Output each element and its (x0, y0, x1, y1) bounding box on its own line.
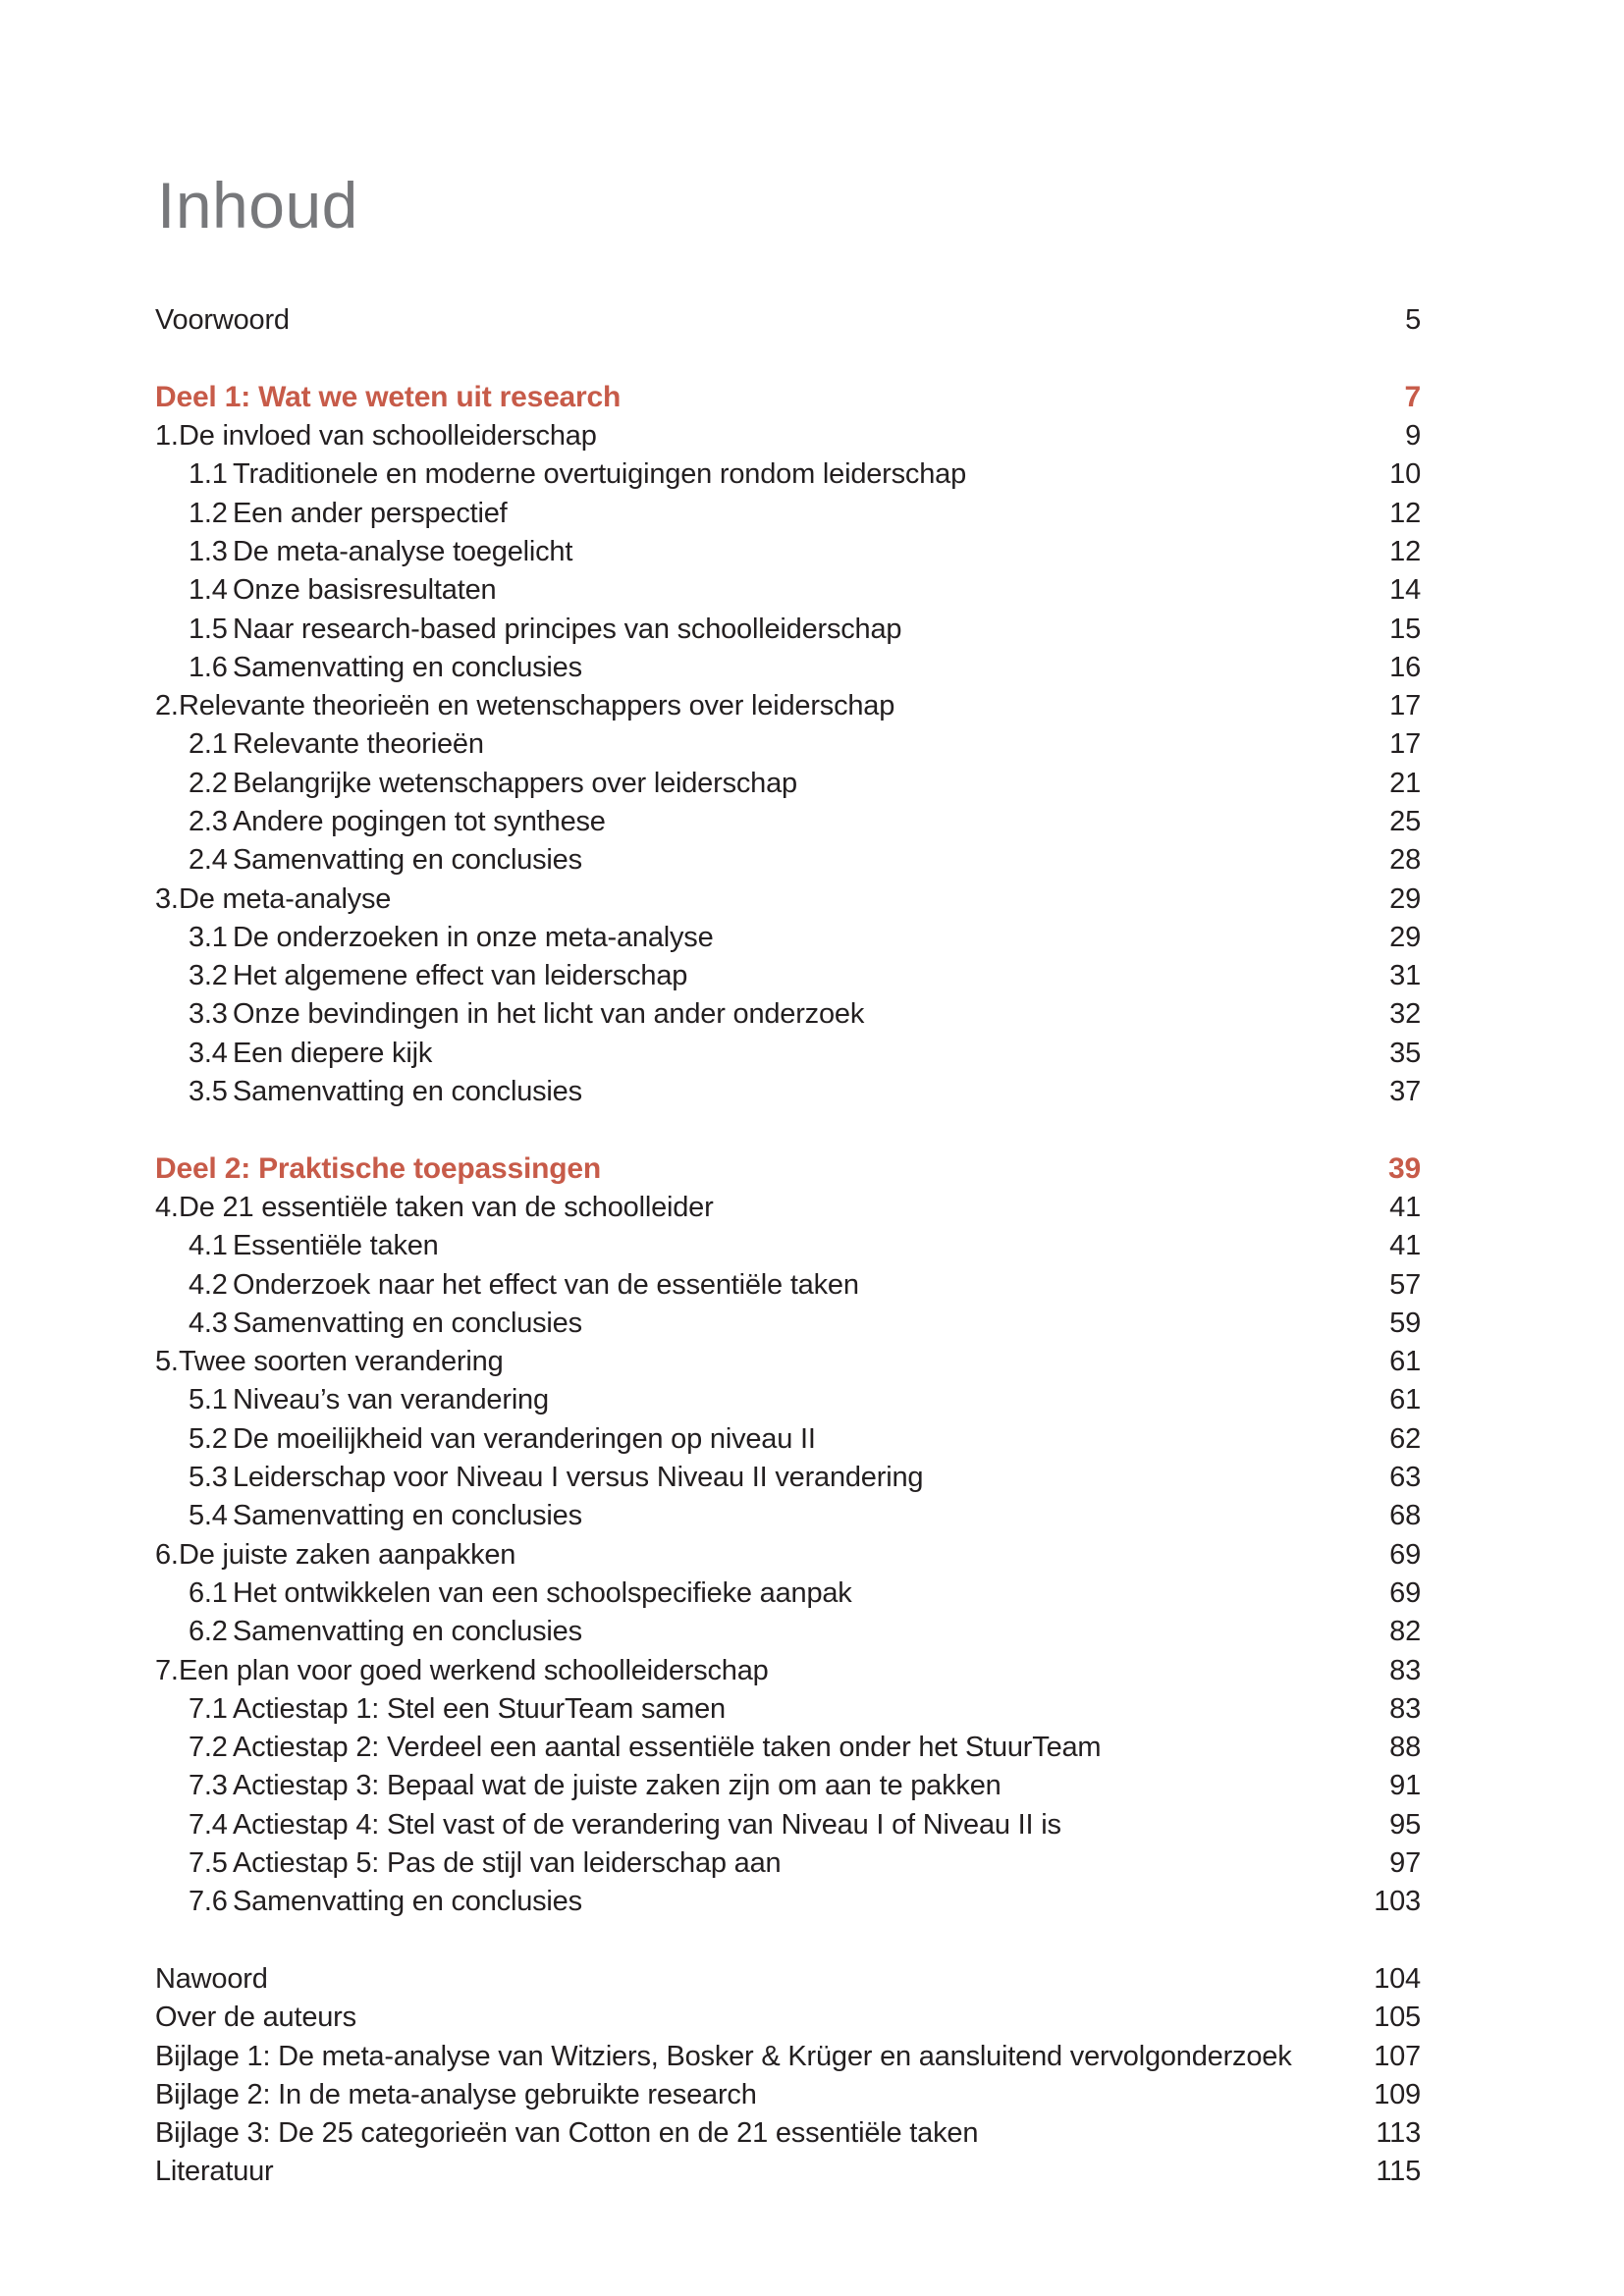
toc-entry-number: 2. (155, 690, 179, 722)
toc-entry-label: Een ander perspectief (233, 497, 508, 529)
toc-entry-page: 105 (1374, 2002, 1421, 2034)
toc-entry-number: 1.4 (189, 574, 228, 607)
toc-row (155, 1536, 1421, 1575)
toc-row (155, 919, 1421, 957)
toc-row (155, 1305, 1421, 1343)
toc-entry-page: 69 (1389, 1576, 1421, 1609)
toc-entry-label-group (189, 1423, 1378, 1456)
toc-entry-label: Het ontwikkelen van een schoolspecifieke aanpak (233, 1576, 852, 1609)
toc-entry-label: Nawoord (155, 1962, 268, 1995)
page-title: Inhoud (157, 169, 358, 241)
toc-entry-label: Deel 2: Praktische toepassingen (155, 1152, 601, 1186)
toc-entry-page: 17 (1389, 690, 1421, 722)
toc-entry-label-group (189, 1500, 1378, 1532)
toc-entry-label-group (189, 998, 1378, 1031)
toc-entry-label-group (155, 1152, 1377, 1186)
toc-entry-label-group (155, 420, 1393, 453)
toc-row (155, 1035, 1421, 1073)
toc-row (155, 1497, 1421, 1535)
toc-entry-number: 4.2 (189, 1268, 228, 1301)
toc-row (155, 1883, 1421, 1921)
toc-row (155, 1651, 1421, 1689)
toc-entry-page: 29 (1389, 882, 1421, 915)
toc-entry-number: 7.5 (189, 1847, 228, 1880)
toc-entry-page: 35 (1389, 1037, 1421, 1069)
toc-entry-label: Naar research-based principes van schoolleiderschap (233, 613, 902, 645)
toc-row (155, 2076, 1421, 2114)
toc-entry-label-group (189, 1809, 1378, 1842)
toc-entry-label-group (155, 690, 1378, 722)
toc-entry-label: Actiestap 5: Pas de stijl van leiderschap aan (233, 1847, 782, 1880)
toc-entry-page: 113 (1376, 2117, 1421, 2150)
toc-entry-label-group (189, 614, 1378, 646)
toc-row (155, 1613, 1421, 1651)
toc-entry-label-group (155, 1655, 1378, 1687)
toc-entry-page: 41 (1389, 1191, 1421, 1223)
toc-row (155, 1575, 1421, 1613)
toc-entry-number: 5.1 (189, 1384, 228, 1416)
toc-entry-number: 1.1 (189, 458, 228, 491)
toc-entry-label: De meta-analyse (179, 882, 392, 915)
toc-entry-page: 63 (1389, 1462, 1421, 1494)
toc-entry-label-group (189, 1732, 1378, 1764)
toc-entry-page: 21 (1389, 767, 1421, 799)
toc-entry-page: 16 (1389, 651, 1421, 683)
toc-gap (155, 1921, 1421, 1959)
toc-row (155, 1806, 1421, 1844)
toc-entry-number: 3.5 (189, 1076, 228, 1108)
toc-entry-number: 7.4 (189, 1808, 228, 1841)
toc-entry-page: 103 (1374, 1886, 1421, 1918)
toc-entry-page: 25 (1389, 806, 1421, 837)
toc-row (155, 1729, 1421, 1767)
toc-entry-page: 29 (1389, 921, 1421, 953)
toc-entry-number: 5. (155, 1346, 179, 1378)
toc-entry-label-group (189, 1616, 1378, 1648)
toc-entry-number: 3.2 (189, 960, 228, 992)
toc-entry-page: 31 (1389, 960, 1421, 992)
toc-list (155, 301, 1421, 2192)
toc-row (155, 957, 1421, 995)
toc-entry-label-group (155, 2156, 1364, 2188)
toc-entry-label: Voorwoord (155, 304, 290, 337)
toc-entry-label: Samenvatting en conclusies (233, 1307, 582, 1339)
toc-entry-label-group (155, 381, 1393, 414)
toc-entry-page: 82 (1389, 1616, 1421, 1648)
toc-entry-label-group (189, 1269, 1378, 1302)
toc-entry-label-group (189, 1308, 1378, 1340)
toc-entry-label-group (189, 728, 1378, 761)
toc-entry-label-group (155, 883, 1378, 916)
toc-entry-number: 3. (155, 882, 179, 915)
toc-entry-number: 6. (155, 1538, 179, 1571)
toc-entry-label-group (189, 806, 1378, 838)
toc-entry-number: 4. (155, 1191, 179, 1223)
toc-entry-label: Bijlage 1: De meta-analyse van Witziers, Bosker & Krüger en aansluitend vervolgonderzoek (155, 2040, 1292, 2072)
toc-entry-number: 3.3 (189, 998, 228, 1031)
toc-entry-page: 107 (1374, 2040, 1421, 2072)
toc-entry-page: 88 (1389, 1732, 1421, 1764)
toc-row (155, 301, 1421, 340)
toc-entry-number: 4.1 (189, 1230, 228, 1262)
toc-entry-label-group (189, 768, 1378, 800)
toc-entry-label-group (189, 1847, 1378, 1880)
toc-entry-page: 59 (1389, 1307, 1421, 1339)
toc-entry-page: 83 (1389, 1692, 1421, 1725)
toc-row (155, 2037, 1421, 2075)
toc-entry-label-group (155, 1346, 1378, 1378)
toc-entry-page: 12 (1389, 535, 1421, 567)
toc-entry-number: 4.3 (189, 1307, 228, 1339)
toc-row (155, 610, 1421, 648)
toc-entry-label-group (155, 2079, 1362, 2111)
toc-entry-label: Bijlage 3: De 25 categorieën van Cotton en de 21 essentiële taken (155, 2117, 979, 2150)
toc-entry-number: 2.3 (189, 806, 228, 837)
toc-entry-label: Twee soorten verandering (179, 1346, 504, 1378)
toc-entry-label: Deel 1: Wat we weten uit research (155, 381, 622, 414)
toc-entry-label-group (189, 844, 1378, 877)
toc-entry-page: 12 (1389, 497, 1421, 529)
toc-entry-page: 61 (1389, 1346, 1421, 1378)
toc-entry-label-group (189, 1462, 1378, 1494)
toc-entry-number: 7.1 (189, 1692, 228, 1725)
toc-entry-label: Het algemene effect van leiderschap (233, 960, 688, 992)
toc-entry-label-group (155, 1963, 1362, 1996)
toc-gap (155, 340, 1421, 378)
toc-entry-label-group (155, 2117, 1364, 2150)
toc-entry-label: Over de auteurs (155, 2002, 356, 2034)
toc-entry-label: Samenvatting en conclusies (233, 844, 582, 877)
toc-entry-label: Een plan voor goed werkend schoolleiderschap (179, 1654, 769, 1686)
toc-entry-label: Bijlage 2: In de meta-analyse gebruikte research (155, 2078, 757, 2110)
toc-entry-label: De onderzoeken in onze meta-analyse (233, 921, 714, 953)
toc-entry-label-group (189, 960, 1378, 992)
toc-entry-page: 95 (1389, 1808, 1421, 1841)
toc-entry-page: 109 (1374, 2078, 1421, 2110)
toc-entry-label: Andere pogingen tot synthese (233, 806, 606, 837)
toc-row (155, 1767, 1421, 1805)
toc-entry-label: Onze basisresultaten (233, 574, 497, 607)
toc-entry-number: 7. (155, 1654, 179, 1686)
toc-entry-page: 57 (1389, 1268, 1421, 1301)
toc-row (155, 1189, 1421, 1227)
toc-entry-number: 2.1 (189, 728, 228, 761)
toc-entry-page: 61 (1389, 1384, 1421, 1416)
toc-row (155, 494, 1421, 532)
toc-entry-page: 115 (1376, 2156, 1421, 2188)
toc-entry-label: Samenvatting en conclusies (233, 651, 582, 683)
toc-entry-page: 62 (1389, 1422, 1421, 1455)
toc-row (155, 2153, 1421, 2191)
toc-entry-number: 1.5 (189, 613, 228, 645)
toc-row (155, 995, 1421, 1034)
toc-entry-page: 91 (1389, 1770, 1421, 1802)
toc-entry-label: Actiestap 3: Bepaal wat de juiste zaken zijn om aan te pakken (233, 1770, 1001, 1802)
toc-row (155, 1227, 1421, 1265)
toc-row (155, 379, 1421, 417)
toc-row (155, 417, 1421, 455)
toc-entry-label: Actiestap 1: Stel een StuurTeam samen (233, 1692, 726, 1725)
toc-entry-page: 15 (1389, 613, 1421, 645)
toc-entry-label-group (189, 458, 1378, 491)
toc-entry-label-group (189, 1577, 1378, 1610)
toc-entry-label-group (189, 922, 1378, 954)
toc-row (155, 1999, 1421, 2037)
toc-entry-label-group (189, 1770, 1378, 1802)
toc-row (155, 1381, 1421, 1419)
toc-entry-page: 83 (1389, 1654, 1421, 1686)
toc-entry-label: Belangrijke wetenschappers over leiderschap (233, 767, 797, 799)
toc-row (155, 1690, 1421, 1729)
toc-entry-page: 32 (1389, 998, 1421, 1031)
toc-entry-label: Leiderschap voor Niveau I versus Niveau II verandering (233, 1462, 924, 1494)
toc-entry-label: Samenvatting en conclusies (233, 1886, 582, 1918)
toc-entry-page: 10 (1389, 458, 1421, 491)
toc-entry-number: 5.2 (189, 1422, 228, 1455)
toc-entry-number: 6.1 (189, 1576, 228, 1609)
toc-entry-page: 9 (1405, 420, 1421, 453)
toc-row (155, 2114, 1421, 2153)
toc-row (155, 455, 1421, 494)
toc-entry-label: Relevante theorieën (233, 728, 484, 761)
toc-entry-page: 97 (1389, 1847, 1421, 1880)
toc-entry-page: 28 (1389, 844, 1421, 877)
toc-row (155, 533, 1421, 571)
toc-entry-label-group (155, 1539, 1378, 1572)
toc-entry-number: 5.3 (189, 1462, 228, 1494)
toc-entry-label: De juiste zaken aanpakken (179, 1538, 516, 1571)
toc-row (155, 571, 1421, 610)
toc-entry-label-group (189, 574, 1378, 607)
toc-entry-label-group (189, 498, 1378, 530)
toc-row (155, 1073, 1421, 1111)
toc-entry-label-group (155, 2041, 1362, 2073)
toc-entry-number: 7.3 (189, 1770, 228, 1802)
toc-entry-page: 69 (1389, 1538, 1421, 1571)
toc-row (155, 1150, 1421, 1189)
toc-entry-page: 5 (1405, 304, 1421, 337)
toc-entry-label-group (155, 304, 1393, 337)
toc-entry-label-group (155, 2002, 1362, 2034)
toc-row (155, 725, 1421, 764)
toc-entry-page: 68 (1389, 1500, 1421, 1532)
toc-row (155, 1265, 1421, 1304)
toc-entry-label: Traditionele en moderne overtuigingen rondom leiderschap (233, 458, 967, 491)
toc-row (155, 1844, 1421, 1883)
toc-entry-label: Onderzoek naar het effect van de essentiële taken (233, 1268, 859, 1301)
toc-entry-label: Samenvatting en conclusies (233, 1616, 582, 1648)
toc-entry-label: Een diepere kijk (233, 1037, 433, 1069)
toc-entry-number: 3.4 (189, 1037, 228, 1069)
toc-row (155, 1960, 1421, 1999)
toc-entry-page: 41 (1389, 1230, 1421, 1262)
toc-entry-number: 1.6 (189, 651, 228, 683)
toc-row (155, 687, 1421, 725)
toc-entry-label-group (189, 1693, 1378, 1726)
toc-entry-number: 1. (155, 420, 179, 453)
toc-row (155, 649, 1421, 687)
toc-entry-label: Onze bevindingen in het licht van ander onderzoek (233, 998, 865, 1031)
toc-row (155, 803, 1421, 841)
toc-entry-label: Essentiële taken (233, 1230, 439, 1262)
toc-entry-number: 6.2 (189, 1616, 228, 1648)
toc-entry-page: 37 (1389, 1076, 1421, 1108)
toc-row (155, 765, 1421, 803)
toc-entry-page: 14 (1389, 574, 1421, 607)
toc-entry-label: De 21 essentiële taken van de schoolleider (179, 1191, 714, 1223)
toc-entry-label-group (189, 1384, 1378, 1416)
toc-row (155, 841, 1421, 880)
toc-entry-page: 7 (1404, 381, 1421, 414)
toc-entry-label: De meta-analyse toegelicht (233, 535, 573, 567)
toc-entry-label-group (155, 1192, 1378, 1224)
toc-entry-label: Relevante theorieën en wetenschappers over leiderschap (179, 690, 895, 722)
toc-row (155, 1420, 1421, 1459)
toc-entry-number: 3.1 (189, 921, 228, 953)
toc-entry-number: 7.6 (189, 1886, 228, 1918)
toc-entry-label: Niveau’s van verandering (233, 1384, 549, 1416)
toc-entry-number: 7.2 (189, 1732, 228, 1764)
toc-row (155, 1459, 1421, 1497)
toc-gap (155, 1111, 1421, 1149)
toc-row (155, 1343, 1421, 1381)
toc-entry-label: Samenvatting en conclusies (233, 1076, 582, 1108)
toc-entry-page: 104 (1374, 1962, 1421, 1995)
toc-entry-number: 2.4 (189, 844, 228, 877)
toc-row (155, 880, 1421, 918)
toc-entry-label: Actiestap 2: Verdeel een aantal essentiële taken onder het StuurTeam (233, 1732, 1102, 1764)
toc-entry-number: 1.2 (189, 497, 228, 529)
toc-entry-label-group (189, 1076, 1378, 1108)
toc-entry-label-group (189, 536, 1378, 568)
toc-entry-label-group (189, 1886, 1362, 1918)
toc-entry-label: Samenvatting en conclusies (233, 1500, 582, 1532)
toc-entry-label-group (189, 652, 1378, 684)
toc-entry-label: Actiestap 4: Stel vast of de verandering van Niveau I of Niveau II is (233, 1808, 1061, 1841)
toc-entry-page: 17 (1389, 728, 1421, 761)
toc-entry-label-group (189, 1230, 1378, 1262)
toc-entry-label: De moeilijkheid van veranderingen op niveau II (233, 1422, 816, 1455)
toc-entry-number: 1.3 (189, 535, 228, 567)
toc-entry-number: 5.4 (189, 1500, 228, 1532)
toc-entry-number: 2.2 (189, 767, 228, 799)
toc-entry-label: De invloed van schoolleiderschap (179, 420, 597, 453)
toc-entry-page: 39 (1388, 1152, 1421, 1186)
toc-entry-label-group (189, 1038, 1378, 1070)
toc-entry-label: Literatuur (155, 2156, 274, 2188)
